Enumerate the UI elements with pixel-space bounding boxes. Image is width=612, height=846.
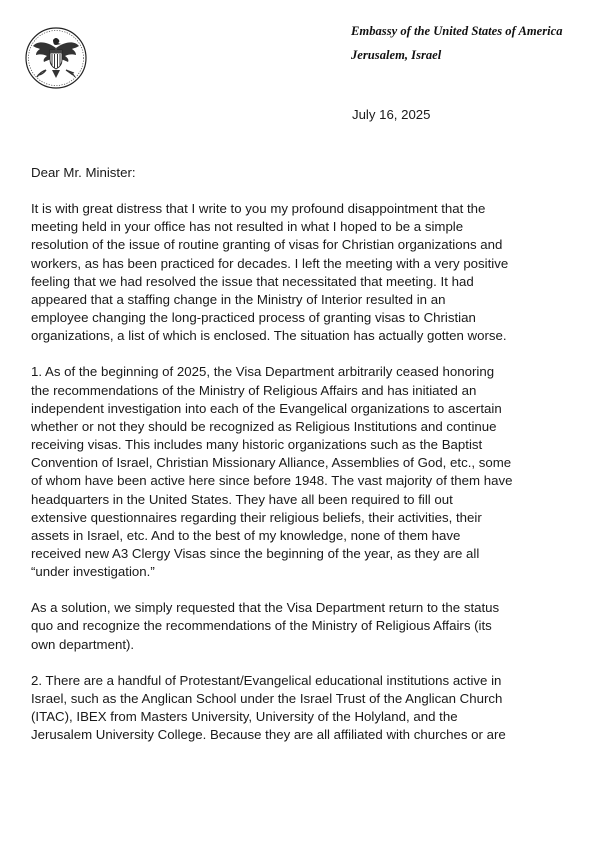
paragraph-line: received new A3 Clergy Visas since the beginning of the year, as they are all: [31, 545, 480, 561]
letter-body: [31, 164, 591, 762]
paragraph-line: It is with great distress that I write to you my profound disappointment that the: [31, 201, 486, 217]
salutation: Dear Mr. Minister:: [31, 165, 136, 180]
paragraph-line: Jerusalem University College. Because they are all affiliated with churches or are: [31, 727, 506, 743]
letterhead: [351, 19, 563, 67]
paragraph-line: meeting held in your office has not resulted in what I hoped to be a simple: [31, 219, 464, 235]
paragraph-line: organizations, a list of which is enclosed. The situation has actually gotten worse.: [31, 328, 507, 344]
paragraph-line: Israel, such as the Anglican School under the Israel Trust of the Anglican Church: [31, 690, 503, 706]
paragraph-line: independent investigation into each of the Evangelical organizations to ascertain: [31, 400, 502, 416]
paragraph-line: Convention of Israel, Christian Missionary Alliance, Assemblies of God, etc., some: [31, 455, 512, 471]
paragraph-line: whether or not they should be recognized as Religious Institutions and continue: [31, 418, 497, 434]
paragraph-line: the recommendations of the Ministry of Religious Affairs and has initiated an: [31, 382, 477, 398]
us-great-seal-icon: [24, 26, 88, 90]
paragraph-line: workers, as has been practiced for decades. I left the meeting with a very positive: [31, 255, 509, 271]
paragraph-line: assets in Israel, etc. And to the best of my knowledge, none of them have: [31, 527, 461, 543]
paragraph-line: quo and recognize the recommendations of the Ministry of Religious Affairs (its: [31, 618, 492, 634]
paragraph-line: feeling that we had resolved the issue that necessitated that meeting. It had: [31, 273, 474, 289]
embassy-name: Embassy of the United States of America: [351, 24, 563, 38]
paragraph: [31, 599, 591, 653]
paragraph-line: (ITAC), IBEX from Masters University, University of the Holyland, and the: [31, 709, 458, 725]
paragraph-line: 1. As of the beginning of 2025, the Visa Department arbitrarily ceased honoring: [31, 364, 495, 380]
paragraph-line: headquarters in the United States. They have all been required to fill out: [31, 491, 453, 507]
embassy-location: Jerusalem, Israel: [351, 48, 442, 62]
paragraph-line: “under investigation.”: [31, 564, 155, 580]
paragraph-line: As a solution, we simply requested that the Visa Department return to the status: [31, 600, 500, 616]
paragraph-line: own department).: [31, 636, 135, 652]
letter-date: July 16, 2025: [352, 107, 431, 122]
paragraph-line: 2. There are a handful of Protestant/Evangelical educational institutions active in: [31, 672, 502, 688]
paragraph-line: resolution of the issue of routine granting of visas for Christian organizations and: [31, 237, 503, 253]
paragraph: [31, 200, 591, 345]
paragraph-line: extensive questionnaires regarding their religious beliefs, their activities, their: [31, 509, 482, 525]
paragraph-line: of whom have been active here since before 1948. The vast majority of them have: [31, 473, 513, 489]
paragraph-list: [31, 200, 591, 744]
paragraph: [31, 363, 591, 581]
paragraph-line: appeared that a staffing change in the Ministry of Interior resulted in an: [31, 291, 446, 307]
paragraph-line: employee changing the long-practiced process of granting visas to Christian: [31, 310, 476, 326]
paragraph-line: receiving visas. This includes many historic organizations such as the Baptist: [31, 437, 483, 453]
paragraph: [31, 672, 591, 745]
